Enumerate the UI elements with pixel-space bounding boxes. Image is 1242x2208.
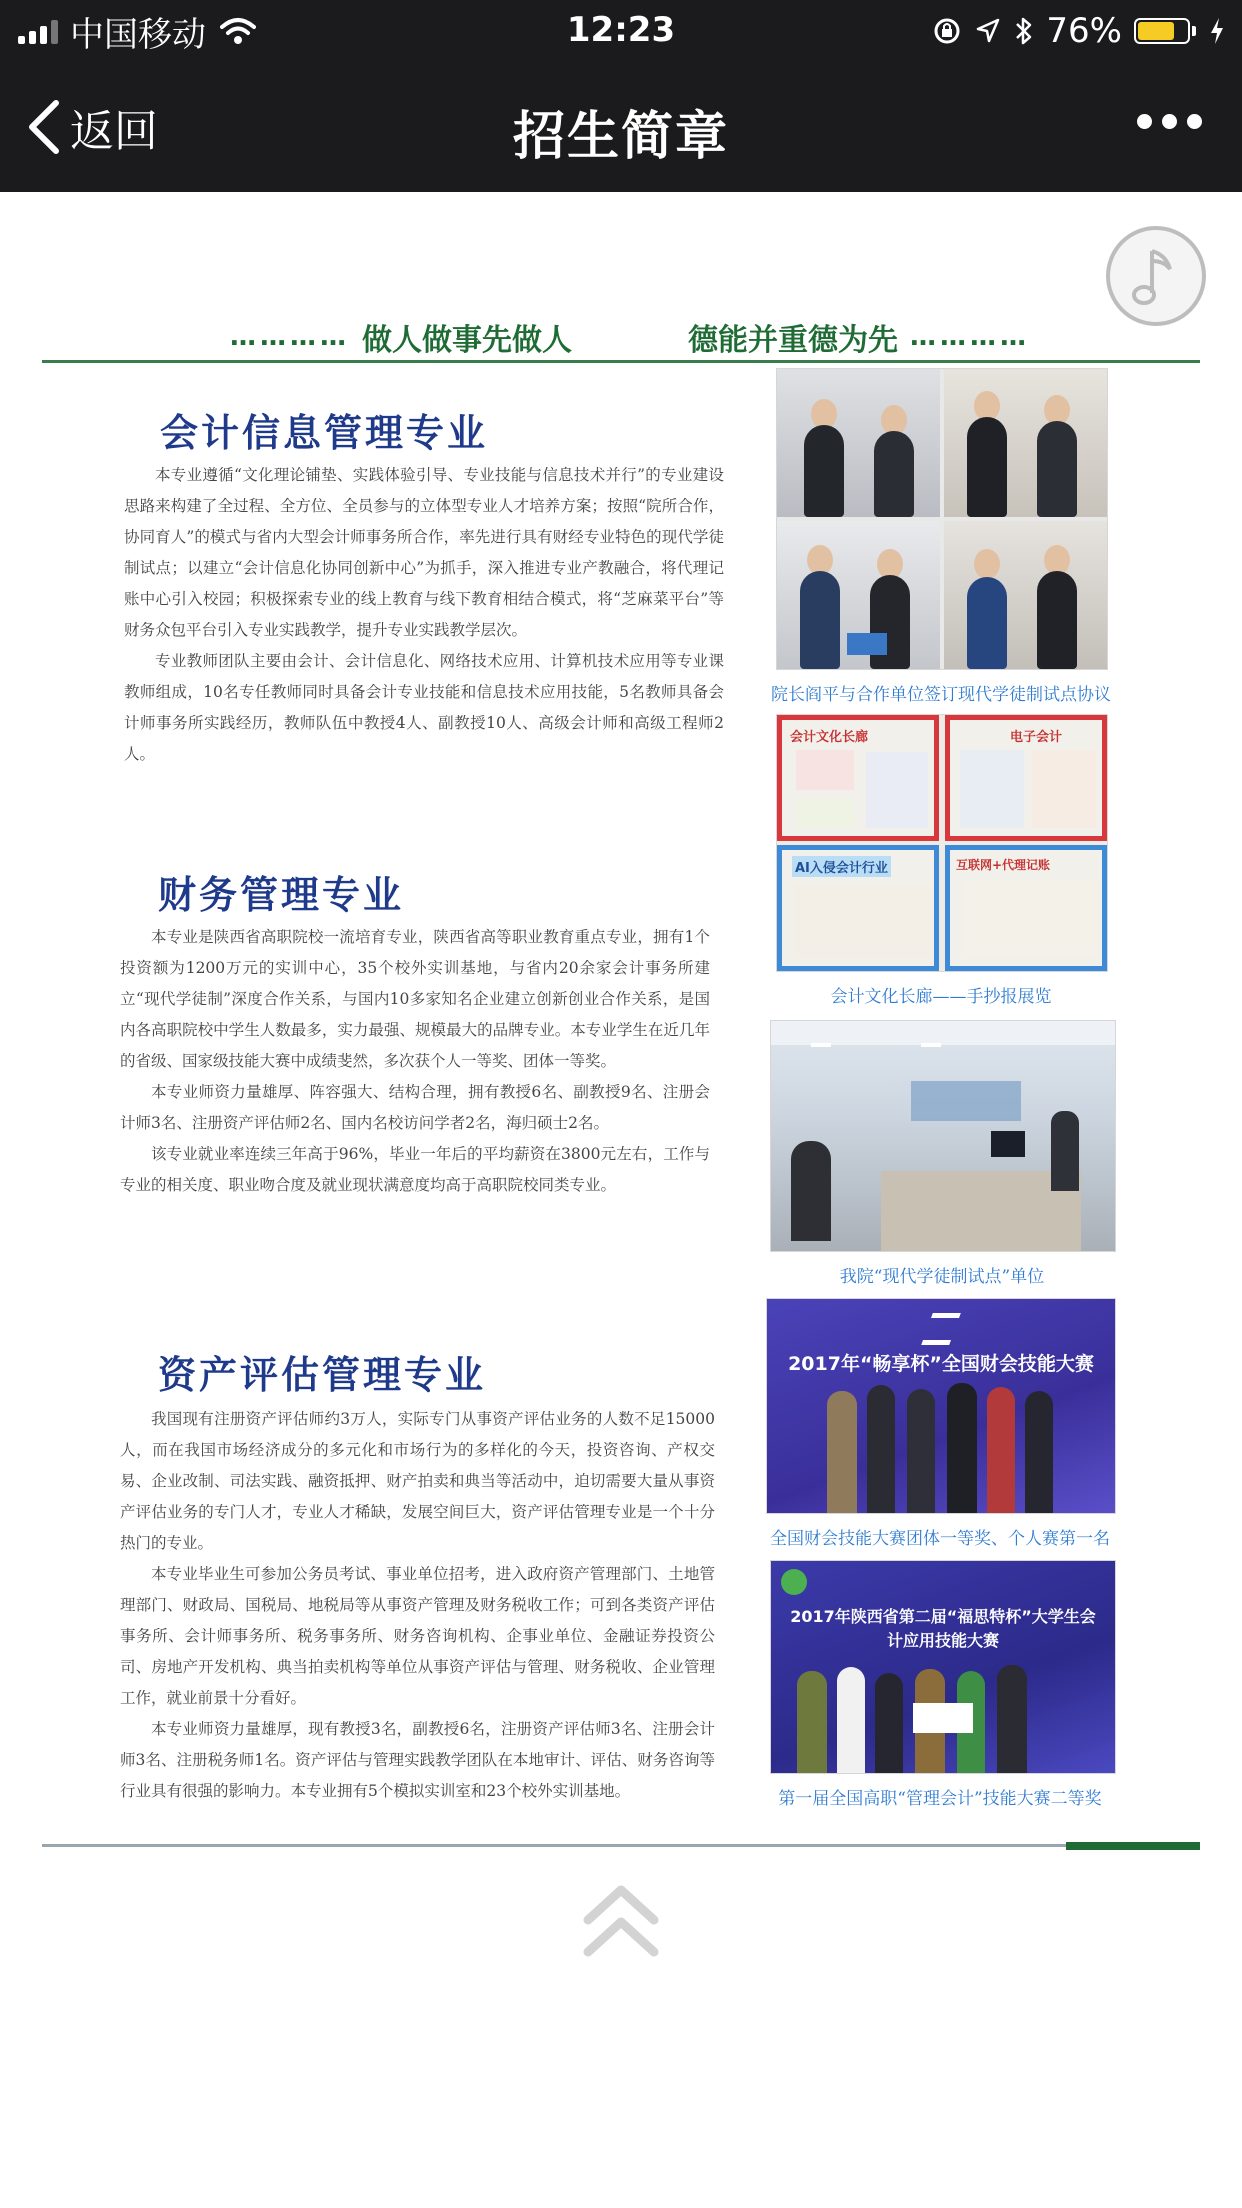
music-toggle-button[interactable] [1106,226,1206,326]
paragraph: 本专业师资力量雄厚、阵容强大、结构合理，拥有教授6名、副教授9名、注册会计师3名、注册资产评估师2名、国内名校访问学者2名，海归硕士2名。 [120,1083,710,1132]
board-title: 互联网+代理记账 [956,858,1051,872]
photo-tile [944,369,1107,517]
paragraph: 该专业就业率连续三年高于96%，毕业一年后的平均薪资在3800元左右，工作与专业的相关度、职业吻合度及就业现状满意度均高于高职院校同类专业。 [120,1145,710,1194]
board-title: 会计文化长廊 [790,730,869,745]
more-icon [1137,114,1152,129]
slogan-left: 做人做事先做人 [362,323,572,358]
caption-management-accounting: 第一届全国高职“管理会计”技能大赛二等奖 [778,1789,1102,1809]
slogan-dots: ………… [910,322,1030,352]
battery-icon [1134,18,1196,44]
paragraph: 本专业遵循“文化理论铺垫、实践体验引导、专业技能与信息技术并行”的专业建设思路来构建了全过程、全方位、全员参与的立体型专业人才培养方案；按照“院所合作，协同育人”的模式与省内大型会计师事务所合作，率先进行具有财经专业特色的现代学徒制试点；以建立“会计信息化协同创新中心”为抓手，深入推进专业产教融合，将代理记账中心引入校园；积极探索专业的线上教育与线下教育相结合模式，将“芝麻菜平台”等财务众包平台引入专业实践教学，提升专业实践教学层次。 [124,466,724,639]
photo-culture-boards [776,714,1108,972]
more-button[interactable] [1137,114,1202,129]
photo-tile [777,715,939,841]
caption-culture: 会计文化长廊——手抄报展览 [830,987,1052,1007]
photo-tile [777,521,940,669]
photo-signing-ceremony [776,368,1108,670]
battery-percent: 76% [1046,11,1122,51]
status-right [932,10,1226,52]
section-title-asset-valuation: 资产评估管理专业 [158,1352,487,1397]
section-body-finance [120,922,710,1201]
photo-tile [777,845,939,971]
slogan-banner [230,312,1030,362]
photo-tile [945,845,1107,971]
caption-national: 全国财会技能大赛团体一等奖、个人赛第一名 [770,1529,1110,1549]
slogan-right: 德能并重德为先 [688,323,898,358]
top-divider [42,360,1200,363]
photo-tile [777,369,940,517]
board-title: 电子会计 [1010,730,1063,745]
photo-national-competition [766,1298,1116,1514]
photo-apprenticeship-office [770,1020,1116,1252]
bluetooth-icon [1014,16,1034,46]
paragraph: 专业教师团队主要由会计、会计信息化、网络技术应用、计算机技术应用等专业课教师组成，10名专任教师同时具备会计专业技能和信息技术应用技能，5名教师具备会计师事务所实践经历，教师队伍中教授4人、副教授10人、高级会计师和高级工程师2人。 [124,652,724,763]
caption-signing: 院长阎平与合作单位签订现代学徒制试点协议 [771,685,1111,705]
photo-management-accounting-award [770,1560,1116,1774]
section-body-accounting-info [124,460,724,770]
paragraph: 本专业毕业生可参加公务员考试、事业单位招考，进入政府资产管理部门、土地管理部门、财政局、国税局、地税局等从事资产管理及财务税收工作；可到各类资产评估事务所、会计师事务所、税务事务所、财务咨询机构、企事业单位、金融证券投资公司、房地产开发机构、典当拍卖机构等单位从事资产评估与管理、财务税收、企业管理工作，就业前景十分看好。 [120,1565,715,1707]
bottom-accent-bar [1066,1842,1200,1850]
music-note-icon [1126,241,1186,311]
carrier-label: 中国移动 [70,14,206,55]
charging-icon [1208,16,1226,46]
nav-bar [0,62,1242,192]
status-time: 12:23 [566,10,676,50]
rotation-lock-icon [932,16,962,46]
photo-tile [944,521,1107,669]
paragraph: 本专业是陕西省高职院校一流培育专业，陕西省高等职业教育重点专业，拥有1个投资额为1200万元的实训中心，35个校外实训基地，与省内20余家会计事务所建立“现代学徒制”深度合作关系，与国内10多家知名企业建立创新创业合作关系，是国内各高职院校中学生人数最多，实力最强、规模最大的品牌专业。本专业学生在近几年的省级、国家级技能大赛中成绩斐然，多次获个人一等奖、团体一等奖。 [120,928,710,1070]
paragraph: 本专业师资力量雄厚，现有教授3名，副教授6名，注册资产评估师3名、注册会计师3名、注册税务师1名。资产评估与管理实践教学团队在本地审计、评估、财务咨询等行业具有很强的影响力。本专业拥有5个模拟实训室和23个校外实训基地。 [120,1720,715,1800]
photo-banner-text: 2017年“畅享杯”全国财会技能大赛 [788,1353,1094,1375]
section-title-finance: 财务管理专业 [158,872,405,917]
back-label: 返回 [70,106,158,157]
bottom-divider [42,1844,1200,1847]
page-up-arrow-icon[interactable] [582,1880,660,1970]
section-title-accounting-info: 会计信息管理专业 [160,410,489,455]
slogan-dots: ………… [230,322,350,352]
photo-tile [945,715,1107,841]
paragraph: 我国现有注册资产评估师约3万人，实际专门从事资产评估业务的人数不足15000人，而在我国市场经济成分的多元化和市场行为的多样化的今天，投资咨询、产权交易、企业改制、司法实践、融资抵押、财产拍卖和典当等活动中，迫切需要大量从事资产评估业务的专门人才，专业人才稀缺，发展空间巨大，资产评估管理专业是一个十分热门的专业。 [120,1410,715,1552]
status-bar [0,0,1242,62]
caption-office: 我院“现代学徒制试点”单位 [839,1267,1045,1287]
photo-banner-text: 2017年陕西省第二届“福思特杯”大学生会计应用技能大赛 [790,1607,1096,1650]
location-icon [974,17,1002,45]
page-title: 招生简章 [512,107,729,167]
board-title: AI入侵会计行业 [792,856,891,877]
section-body-asset-valuation [120,1404,715,1807]
